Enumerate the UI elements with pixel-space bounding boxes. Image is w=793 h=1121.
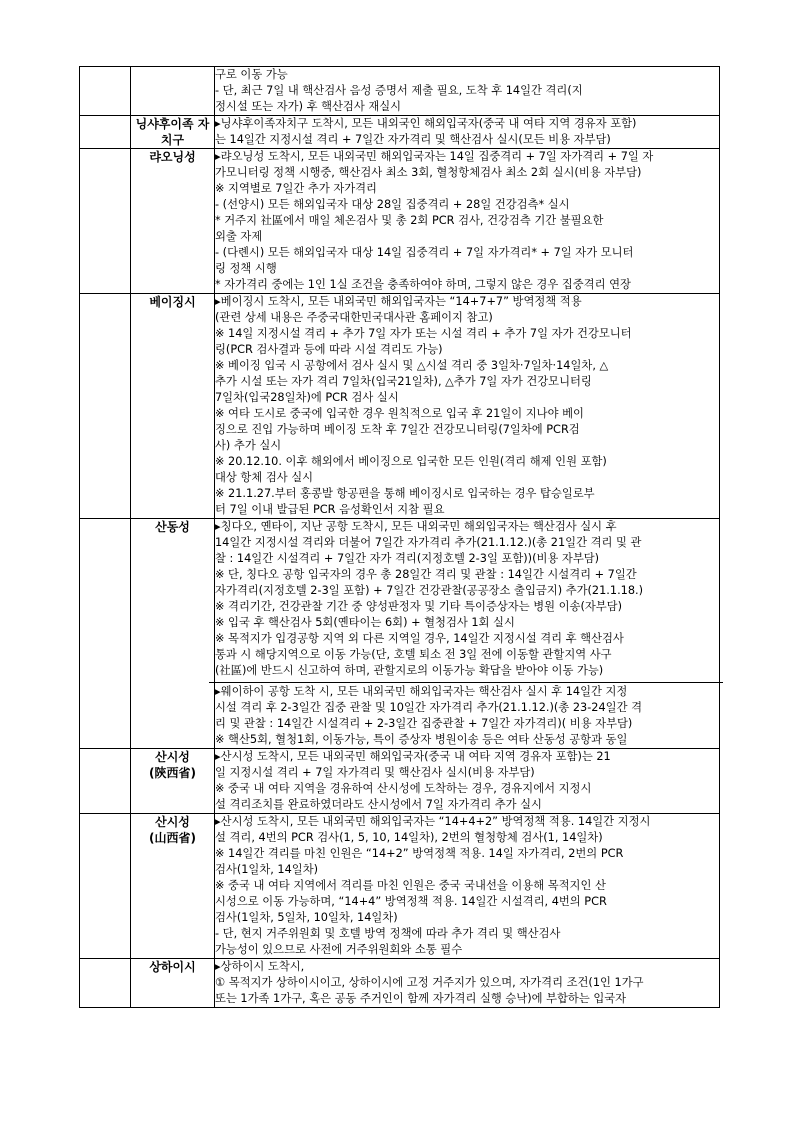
region-name: 랴오닝성 bbox=[149, 150, 196, 164]
policy-line: 시성으로 이동 가능하며, “14+4” 방역정책 적용. 14일간 시설격리, 4번의 PCR bbox=[215, 895, 607, 908]
region-hanja: (陝西省) bbox=[149, 766, 196, 780]
region-name: 산시성 bbox=[155, 815, 190, 829]
region-cell bbox=[131, 814, 215, 959]
region-hanja: (山西省) bbox=[149, 831, 196, 845]
blank-cell bbox=[80, 814, 131, 959]
table-row bbox=[80, 749, 720, 814]
policy-line: 추가 시설 또는 자가 격리 7일차(입국21일차), △추가 7일 자가 건강모니터링 bbox=[215, 375, 592, 388]
policy-line: ▸베이징시 도착시, 모든 내외국민 해외입국자는 “14+7+7” 방역정책 적용 bbox=[215, 295, 582, 308]
policy-line: ① 목적지가 상하이시이고, 상하이시에 고정 거주지가 있으며, 자가격리 조건(1인 1가구 bbox=[215, 976, 644, 989]
quarantine-policy-table bbox=[79, 66, 720, 1008]
blank-cell bbox=[80, 749, 131, 814]
region-name: 닝샤후이족 자치구 bbox=[135, 117, 210, 147]
blank-cell bbox=[80, 519, 131, 749]
region-cell bbox=[131, 294, 215, 519]
policy-line: 징으로 진입 가능하며 베이징 도착 후 7일간 건강모니터링(7일차에 PCR검 bbox=[215, 423, 580, 436]
policy-line: ▸웨이하이 공항 도착 시, 모든 내외국민 해외입국자는 핵산검사 실시 후 14일간 지정 bbox=[215, 685, 628, 698]
policy-line: 가모니터링 정책 시행중, 핵산검사 최소 3회, 혈청항체검사 최소 2회 실시(비용 자부담) bbox=[215, 166, 642, 179]
table-row bbox=[80, 116, 720, 149]
policy-line: ※ 베이징 입국 시 공항에서 검사 실시 및 △시설 격리 중 3일차·7일차·14일차, △ bbox=[215, 359, 609, 372]
policy-line: ▸칭다오, 옌타이, 지난 공항 도착시, 모든 내외국민 해외입국자는 핵산검사 실시 후 bbox=[215, 520, 617, 533]
policy-line: 또는 1가족 1가구, 혹은 공동 주거인이 함께 자가격리 실행 승낙)에 부합하는 입국자 bbox=[215, 992, 627, 1005]
blank-cell bbox=[80, 294, 131, 519]
blank-cell bbox=[80, 959, 131, 1008]
table-row bbox=[80, 67, 720, 116]
policy-line: 7일차(입국28일차)에 PCR 검사 실시 bbox=[215, 391, 399, 404]
policy-line: 설 격리, 4번의 PCR 검사(1, 5, 10, 14일차), 2번의 혈청항체 검사(1, 14일차) bbox=[215, 831, 603, 844]
policy-line: 찰 : 14일간 시설격리 + 7일간 자가 격리(지정호텔 2-3일 포함))(비용 자부담) bbox=[215, 552, 600, 565]
policy-line: * 거주지 社區에서 매일 체온검사 및 총 2회 PCR 검사, 건강검측 기간 불필요한 bbox=[215, 214, 604, 227]
policy-line: - 단, 현지 거주위원회 및 호텔 방역 정책에 따라 추가 격리 및 핵산검사 bbox=[215, 927, 561, 940]
policy-line: ※ 14일 지정시설 격리 + 추가 7일 자가 또는 시설 격리 + 추가 7일 자가 건강모니터 bbox=[215, 327, 632, 340]
policy-cell bbox=[215, 959, 720, 1008]
policy-line: 구로 이동 가능 bbox=[215, 68, 288, 81]
policy-line: 검사(1일차, 14일차) bbox=[215, 863, 319, 876]
table-row bbox=[80, 149, 720, 294]
policy-line: 일 지정시설 격리 + 7일 자가격리 및 핵산검사 실시(비용 자부담) bbox=[215, 766, 535, 779]
policy-line: (관련 상세 내용은 주중국대한민국대사관 홈페이지 참고) bbox=[215, 311, 493, 324]
region-cell bbox=[131, 959, 215, 1008]
policy-line: ▸랴오닝성 도착시, 모든 내외국민 해외입국자는 14일 집중격리 + 7일 자가격리 + 7일 자 bbox=[215, 150, 654, 163]
policy-line: ※ 21.1.27.부터 홍콩발 항공편을 통해 베이징시로 입국하는 경우 탑승일로부 bbox=[215, 487, 595, 500]
policy-cell bbox=[215, 149, 720, 294]
region-cell bbox=[131, 67, 215, 116]
policy-line: 설 격리조치를 완료하였더라도 산시성에서 7일 자가격리 추가 실시 bbox=[215, 798, 542, 811]
policy-line: - 단, 최근 7일 내 핵산검사 음성 증명서 제출 필요, 도착 후 14일간 격리(지 bbox=[215, 84, 583, 97]
policy-cell bbox=[215, 67, 720, 116]
policy-cell bbox=[215, 116, 720, 149]
policy-line: 링(PCR 검사결과 등에 따라 시설 격리도 가능) bbox=[215, 343, 443, 356]
policy-line: 리 및 관찰 : 14일간 시설격리 + 2-3일간 집중관찰 + 7일간 자가격리)( 비용 자부담) bbox=[215, 717, 633, 730]
region-name: 베이징시 bbox=[149, 295, 196, 309]
policy-cell bbox=[215, 294, 720, 519]
policy-line: ※ 중국 내 여타 지역에서 격리를 마친 인원은 중국 국내선을 이용해 목적지인 산 bbox=[215, 879, 606, 892]
blank-cell bbox=[80, 67, 131, 116]
region-name: 상하이시 bbox=[149, 960, 196, 974]
region-name: 산시성 bbox=[155, 750, 190, 764]
policy-line: 자가격리(지정호텔 2-3일 포함) + 7일간 건강관찰(공공장소 출입금지) 추가(21.1.18.) bbox=[215, 584, 644, 597]
policy-line: 14일간 지정시설 격리와 더불어 7일간 자가격리 추가(21.1.12.)(총 21일간 격리 및 관 bbox=[215, 536, 642, 549]
policy-line: ※ 격리기간, 건강관찰 기간 중 양성판정자 및 기타 특이증상자는 병원 이송(자부담) bbox=[215, 600, 622, 613]
policy-line: * 자가격리 중에는 1인 1실 조건을 충족하여야 하며, 그렇지 않은 경우 집중격리 연장 bbox=[215, 278, 631, 291]
policy-line: 대상 항체 검사 실시 bbox=[215, 471, 314, 484]
policy-line: 터 7일 이내 발급된 PCR 음성확인서 지참 필요 bbox=[215, 503, 445, 516]
policy-line: ※ 20.12.10. 이후 해외에서 베이징으로 입국한 모든 인원(격리 해제 인원 포함) bbox=[215, 455, 607, 468]
divider bbox=[209, 682, 723, 683]
policy-line: ▸산시성 도착시, 모든 내외국민 해외입국자는 “14+4+2” 방역정책 적용. 14일간 지정시 bbox=[215, 815, 651, 828]
policy-line: ※ 목적지가 입경공항 지역 외 다른 지역일 경우, 14일간 지정시설 격리 후 핵산검사 bbox=[215, 632, 624, 645]
policy-line: - (다롄시) 모든 해외입국자 대상 14일 집중격리 + 7일 자가격리* + 7일 자가 모니터 bbox=[215, 246, 634, 259]
policy-line: ※ 여타 도시로 중국에 입국한 경우 원칙적으로 입국 후 21일이 지나야 베이 bbox=[215, 407, 584, 420]
policy-cell bbox=[215, 519, 720, 749]
policy-line: ※ 지역별로 7일간 추가 자가격리 bbox=[215, 182, 377, 195]
region-cell bbox=[131, 149, 215, 294]
blank-cell bbox=[80, 149, 131, 294]
policy-line: ※ 핵산5회, 혈청1회, 이동가능, 특이 증상자 병원이송 등은 여타 산동성 공항과 동일 bbox=[215, 733, 628, 746]
policy-line: ▸산시성 도착시, 모든 내외국민 해외입국자(중국 내 여타 지역 경유자 포함)는 21 bbox=[215, 750, 611, 763]
table-row bbox=[80, 959, 720, 1008]
policy-line: ※ 단, 칭다오 공항 입국자의 경우 총 28일간 격리 및 관찰 : 14일간 시설격리 + 7일간 bbox=[215, 568, 637, 581]
region-cell bbox=[131, 519, 215, 749]
policy-line: 통과 시 해당지역으로 이동 가능(단, 호텔 퇴소 전 3일 전에 이동할 관할지역 사구 bbox=[215, 648, 612, 661]
table-row bbox=[80, 519, 720, 749]
policy-line: 링 정책 시행 bbox=[215, 262, 277, 275]
policy-line: ※ 입국 후 핵산검사 5회(옌타이는 6회) + 혈청검사 1회 실시 bbox=[215, 616, 515, 629]
policy-line: 외출 자제 bbox=[215, 230, 263, 243]
region-name: 산동성 bbox=[155, 520, 190, 534]
blank-cell bbox=[80, 116, 131, 149]
policy-line: ※ 중국 내 여타 지역을 경유하여 산시성에 도착하는 경우, 경유지에서 지정시 bbox=[215, 782, 592, 795]
policy-line: ※ 14일간 격리를 마친 인원은 “14+2” 방역정책 적용. 14일 자가격리, 2번의 PCR bbox=[215, 847, 624, 860]
policy-line: 가능성이 있으므로 사전에 거주위원회와 소통 필수 bbox=[215, 943, 463, 956]
policy-line: 시설 격리 후 2-3일간 집중 관찰 및 10일간 자가격리 추가(21.1.12.)(총 23-24일간 격 bbox=[215, 701, 642, 714]
region-cell bbox=[131, 749, 215, 814]
table-row bbox=[80, 814, 720, 959]
policy-line: 는 14일간 지정시설 격리 + 7일간 자가격리 및 핵산검사 실시(모든 비용 자부담) bbox=[215, 133, 611, 146]
policy-cell bbox=[215, 814, 720, 959]
table-row bbox=[80, 294, 720, 519]
region-cell bbox=[131, 116, 215, 149]
policy-line: 정시설 또는 자가) 후 핵산검사 재실시 bbox=[215, 100, 402, 113]
policy-line: 사) 추가 실시 bbox=[215, 439, 282, 452]
policy-line: ▸상하이시 도착시, bbox=[215, 960, 305, 973]
policy-cell bbox=[215, 749, 720, 814]
policy-line: ▸닝샤후이족자치구 도착시, 모든 내외국인 해외입국자(중국 내 여타 지역 경유자 포함) bbox=[215, 117, 637, 130]
policy-line: (社區)에 반드시 신고하여 하며, 관할지로의 이동가능 확답을 받아야 이동 가능) bbox=[215, 664, 604, 677]
policy-line: - (선양시) 모든 해외입국자 대상 28일 집중격리 + 28일 건강검측* 실시 bbox=[215, 198, 570, 211]
policy-line: 검사(1일차, 5일차, 10일차, 14일차) bbox=[215, 911, 398, 924]
